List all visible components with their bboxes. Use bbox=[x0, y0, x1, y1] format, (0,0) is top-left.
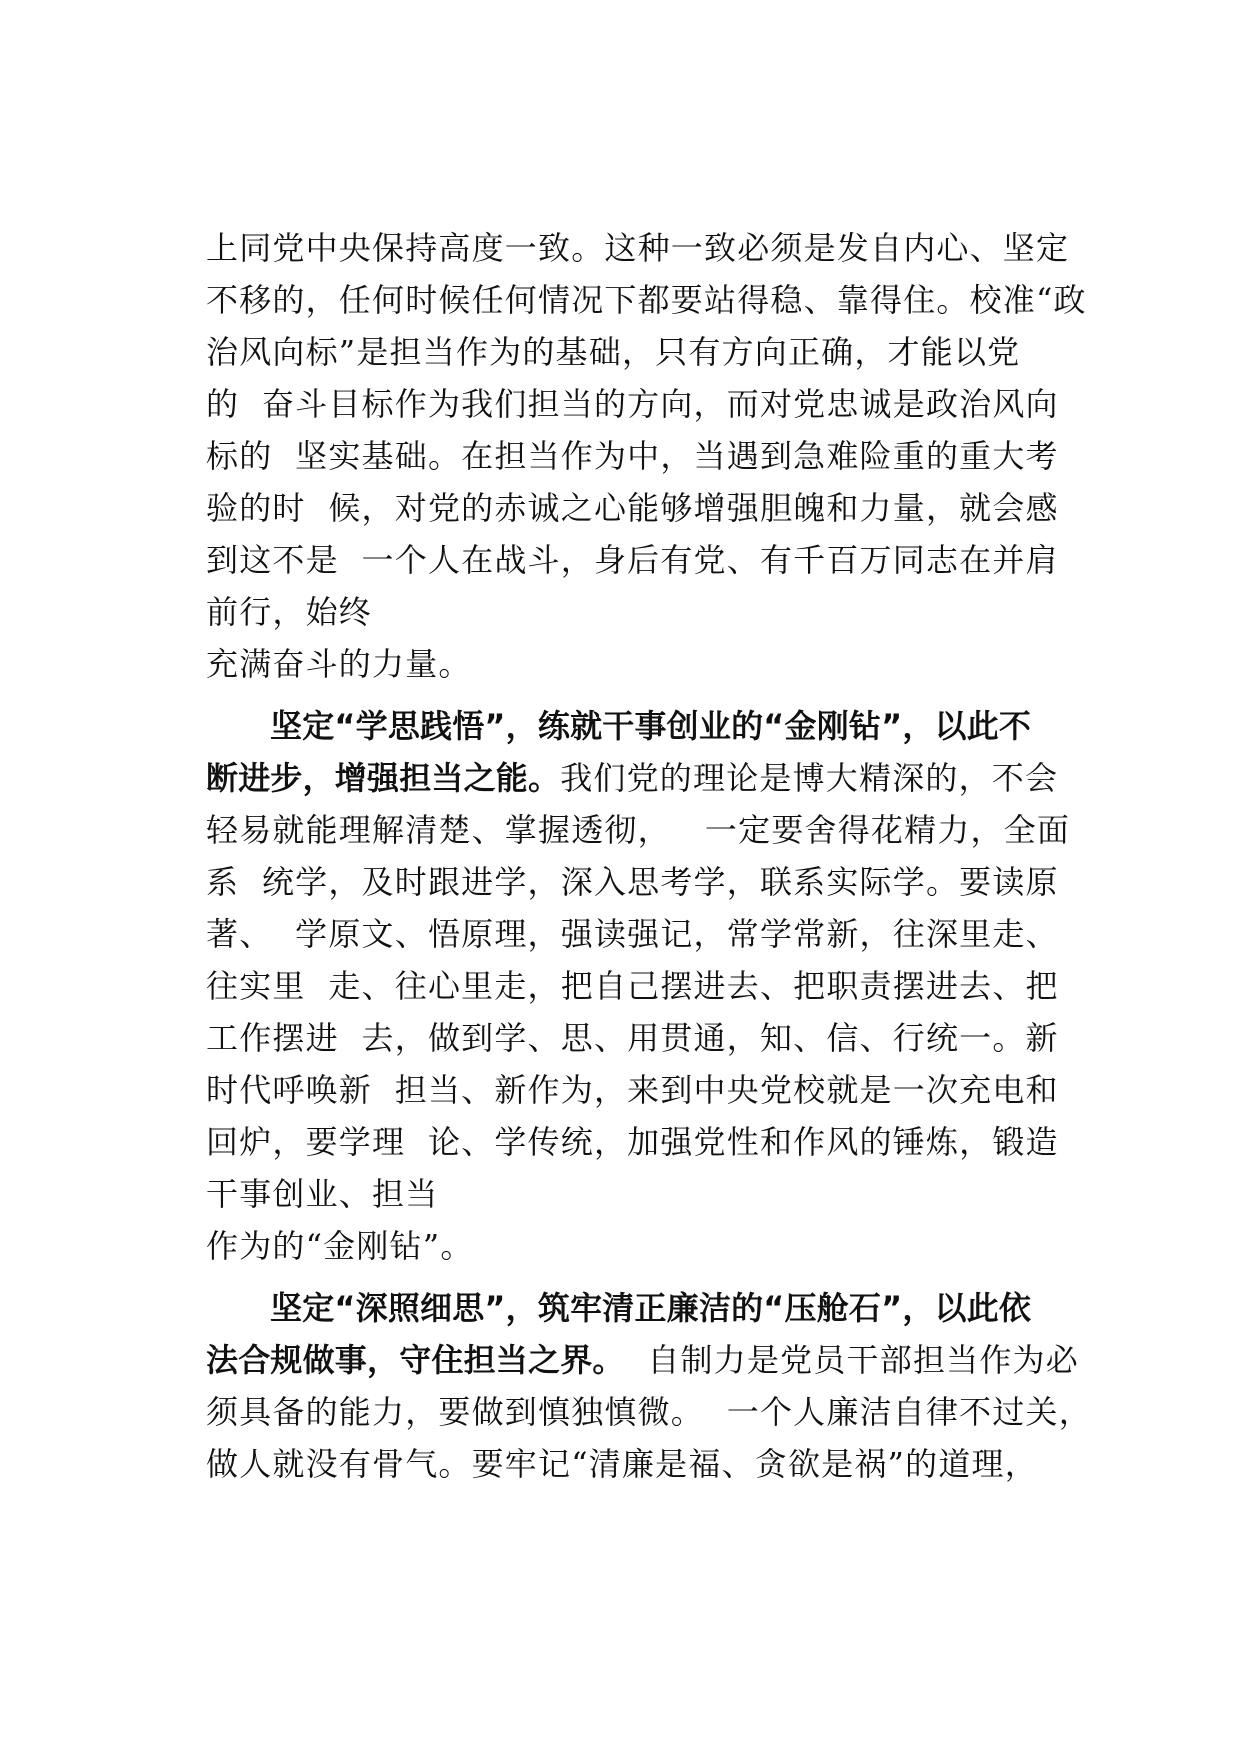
text-line: 往实里 走、往心里走，把自己摆进去、把职责摆进去、把 bbox=[206, 967, 1059, 1005]
paragraph-study-practice bbox=[206, 700, 1076, 1272]
section-heading-line: 坚定“学思践悟”，练就干事创业的“金刚钻”，以此不 bbox=[270, 707, 1032, 745]
text-line: 作为的“金刚钻”。 bbox=[206, 1227, 474, 1265]
paragraph-integrity bbox=[206, 1282, 1092, 1490]
text-line: 不移的，任何时候任何情况下都要站得稳、靠得住。校准“政 bbox=[206, 281, 1087, 319]
text-line: 轻易就能理解清楚、掌握透彻， 一定要舍得花精力，全面 bbox=[206, 811, 1071, 849]
text-line: 著、 学原文、悟原理，强读强记，常学常新，往深里走、 bbox=[206, 915, 1059, 953]
document-body bbox=[206, 222, 1092, 1490]
text-line: 须具备的能力，要做到慎独慎微。 一个人廉洁自律不过关， bbox=[206, 1393, 1092, 1431]
section-heading-end: 法合规做事，守住担当之界。 bbox=[206, 1341, 625, 1379]
text-line: 时代呼唤新 担当、新作为，来到中央党校就是一次充电和 bbox=[206, 1071, 1059, 1109]
text-line: 前行，始终 bbox=[206, 593, 373, 631]
mixed-line bbox=[206, 1334, 1079, 1386]
text-line: 干事创业、担当 bbox=[206, 1175, 439, 1213]
text-line: 充满奋斗的力量。 bbox=[206, 645, 472, 683]
section-heading-end: 断进步，增强担当之能。 bbox=[206, 759, 561, 797]
paragraph-political-direction bbox=[206, 222, 1087, 690]
text-span: 我们党的理论是博大精深的，不会 bbox=[560, 759, 1059, 797]
text-line: 的 奋斗目标作为我们担当的方向，而对党忠诚是政治风向 bbox=[206, 385, 1059, 423]
text-line: 到这不是 一个人在战斗，身后有党、有千百万同志在并肩 bbox=[206, 541, 1059, 579]
mixed-line bbox=[206, 752, 1076, 804]
text-line: 治风向标”是担当作为的基础，只有方向正确，才能以党 bbox=[206, 333, 1021, 371]
text-line: 工作摆进 去，做到学、思、用贯通，知、信、行统一。新 bbox=[206, 1019, 1059, 1057]
section-heading-line: 坚定“深照细思”，筑牢清正廉洁的“压舱石”，以此依 bbox=[270, 1289, 1032, 1327]
text-line: 回炉，要学理 论、学传统，加强党性和作风的锤炼，锻造 bbox=[206, 1123, 1059, 1161]
text-line: 标的 坚实基础。在担当作为中，当遇到急难险重的重大考 bbox=[206, 437, 1059, 475]
text-span: 自制力是党员干部担当作为必 bbox=[624, 1341, 1079, 1379]
text-line: 系 统学，及时跟进学，深入思考学，联系实际学。要读原 bbox=[206, 863, 1059, 901]
text-line: 做人就没有骨气。要牢记“清廉是福、贪欲是祸”的道理， bbox=[206, 1445, 1038, 1483]
text-line: 验的时 候，对党的赤诚之心能够增强胆魄和力量，就会感 bbox=[206, 489, 1059, 527]
text-line: 上同党中央保持高度一致。这种一致必须是发自内心、坚定 bbox=[206, 229, 1070, 267]
